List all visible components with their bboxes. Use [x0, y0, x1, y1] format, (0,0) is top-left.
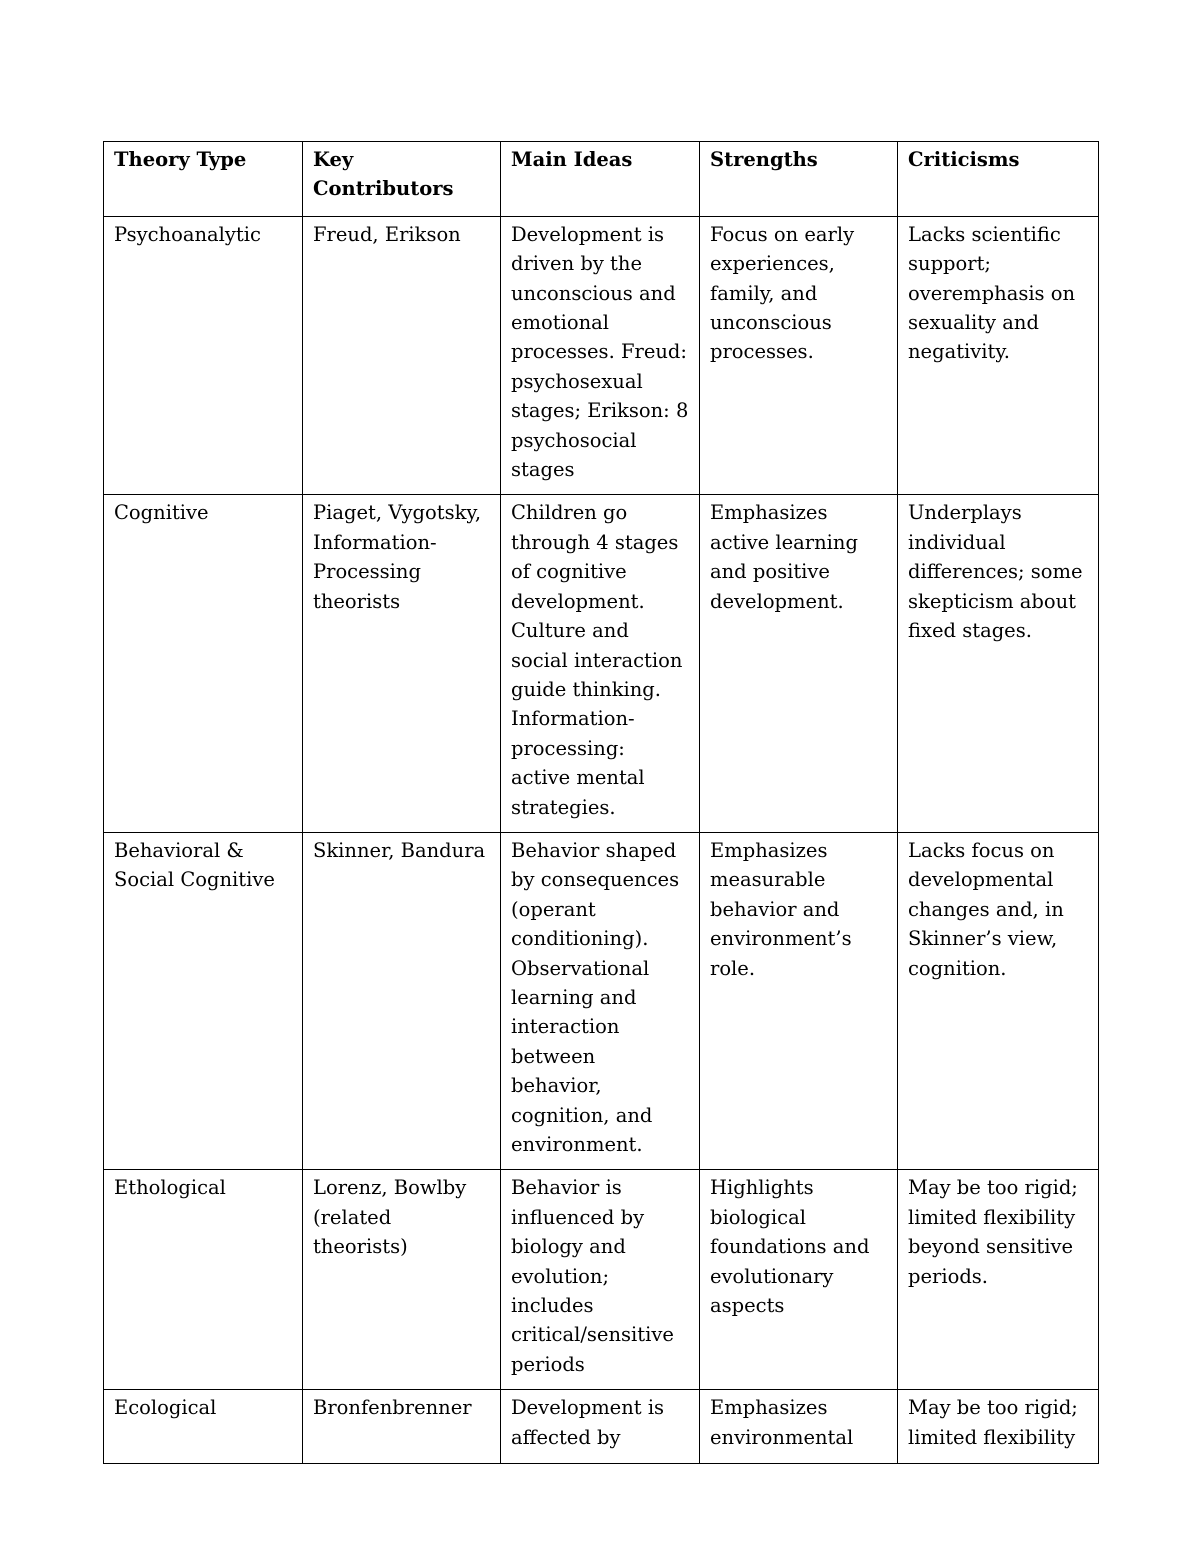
table-row [104, 1390, 1099, 1464]
table-row [104, 495, 1099, 832]
cell-main-ideas: Development is affected by [501, 1390, 700, 1464]
cell-main-ideas: Children go through 4 stages of cognitive development. Culture and social interaction guide thinking. Information-processing: active mental strategies. [501, 495, 700, 832]
cell-theory-type: Ecological [104, 1390, 303, 1464]
table-row [104, 832, 1099, 1169]
table-row [104, 1170, 1099, 1390]
cell-theory-type: Cognitive [104, 495, 303, 832]
cell-criticisms: Underplays individual differences; some skepticism about fixed stages. [898, 495, 1099, 832]
cell-key-contributors: Freud, Erikson [303, 216, 501, 495]
cell-main-ideas: Behavior is influenced by biology and evolution; includes critical/sensitive periods [501, 1170, 700, 1390]
cell-strengths: Focus on early experiences, family, and unconscious processes. [700, 216, 898, 495]
cell-theory-type: Psychoanalytic [104, 216, 303, 495]
theory-comparison-table [103, 141, 1099, 1464]
cell-key-contributors: Lorenz, Bowlby (related theorists) [303, 1170, 501, 1390]
cell-main-ideas: Development is driven by the unconscious and emotional processes. Freud: psychosexual stages; Erikson: 8 psychosocial stages [501, 216, 700, 495]
table-row [104, 216, 1099, 495]
cell-criticisms: May be too rigid; limited flexibility [898, 1390, 1099, 1464]
table-header-row [104, 142, 1099, 217]
cell-criticisms: Lacks focus on developmental changes and, in Skinner’s view, cognition. [898, 832, 1099, 1169]
cell-key-contributors: Skinner, Bandura [303, 832, 501, 1169]
cell-main-ideas: Behavior shaped by consequences (operant conditioning). Observational learning and interaction between behavior, cognition, and environment. [501, 832, 700, 1169]
cell-strengths: Emphasizes active learning and positive development. [700, 495, 898, 832]
cell-theory-type: Ethological [104, 1170, 303, 1390]
cell-strengths: Emphasizes environmental [700, 1390, 898, 1464]
cell-strengths: Highlights biological foundations and evolutionary aspects [700, 1170, 898, 1390]
cell-key-contributors: Piaget, Vygotsky, Information-Processing theorists [303, 495, 501, 832]
header-criticisms: Criticisms [898, 142, 1099, 217]
header-theory-type: Theory Type [104, 142, 303, 217]
cell-criticisms: May be too rigid; limited flexibility beyond sensitive periods. [898, 1170, 1099, 1390]
cell-key-contributors: Bronfenbrenner [303, 1390, 501, 1464]
header-key-contributors: Key Contributors [303, 142, 501, 217]
cell-criticisms: Lacks scientific support; overemphasis on sexuality and negativity. [898, 216, 1099, 495]
header-main-ideas: Main Ideas [501, 142, 700, 217]
header-strengths: Strengths [700, 142, 898, 217]
cell-theory-type: Behavioral & Social Cognitive [104, 832, 303, 1169]
cell-strengths: Emphasizes measurable behavior and environment’s role. [700, 832, 898, 1169]
